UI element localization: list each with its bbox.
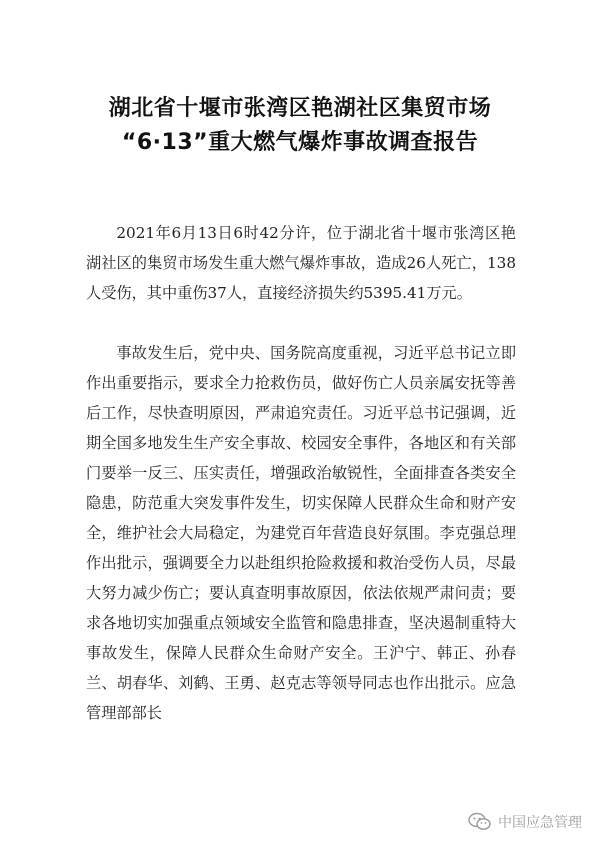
source-watermark [468, 812, 582, 832]
title-line-1: 湖北省十堰市张湾区艳湖社区集贸市场 [108, 96, 492, 121]
title-line-2: “6·13”重大燃气爆炸事故调查报告 [121, 130, 479, 155]
wechat-icon [468, 812, 492, 832]
paragraph-summary [86, 218, 516, 308]
watermark-text: 中国应急管理 [498, 815, 582, 831]
document-title [60, 92, 540, 160]
paragraph-1-text: 2021年6月13日6时42分许，位于湖北省十堰市张湾区艳湖社区的集贸市场发生重大燃气爆炸事故，造成26人死亡，138人受伤，其中重伤37人，直接经济损失约5395.41万元。 [86, 224, 516, 302]
paragraph-2-text: 事故发生后，党中央、国务院高度重视，习近平总书记立即作出重要指示，要求全力抢救伤员，做好伤亡人员亲属安抚等善后工作，尽快查明原因，严肃追究责任。习近平总书记强调，近期全国多地发生生产安全事故、校园安全事件，各地区和有关部门要举一反三、压实责任，增强政治敏锐性，全面排查各类安全隐患，防范重大突发事件发生，切实保障人民群众生命和财产安全，维护社会大局稳定，为建党百年营造良好氛围。李克强总理作出批示，强调要全力以赴组织抢险救援和救治受伤人员，尽最大努力减少伤亡；要认真查明事故原因，依法依规严肃问责；要求各地切实加强重点领域安全监管和隐患排查，坚决遏制重特大事故发生，保障人民群众生命财产安全。王沪宁、韩正、孙春兰、胡春华、刘鹤、王勇、赵克志等领导同志也作出批示。应急管理部部长 [86, 344, 516, 722]
paragraph-response [86, 338, 516, 728]
